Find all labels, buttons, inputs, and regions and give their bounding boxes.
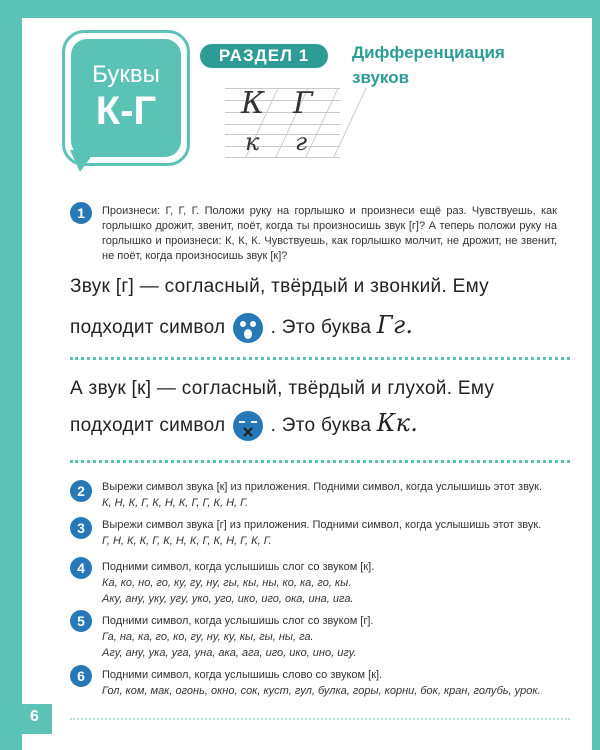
exercise-number-2: 2 bbox=[70, 480, 92, 502]
cursive-letters-grid bbox=[225, 88, 340, 158]
page-frame-top bbox=[0, 0, 600, 18]
tag-letters: К-Г bbox=[95, 89, 157, 133]
exercise-5-text: Подними символ, когда услышишь слог со звуком [г]. bbox=[102, 615, 374, 627]
page-number: 6 bbox=[30, 708, 39, 725]
rule-g-text-b: . Это буква bbox=[270, 317, 372, 338]
rule-g-line1: Звук [г] — согласный, твёрдый и звонкий. Ему bbox=[70, 276, 489, 297]
page-frame-left bbox=[0, 0, 22, 750]
exercise-number-4: 4 bbox=[70, 557, 92, 579]
exercise-number-6: 6 bbox=[70, 665, 92, 687]
rule-k-text-a: подходит символ bbox=[70, 415, 226, 436]
cursive-upper-g: Г bbox=[293, 86, 313, 121]
voiced-sound-symbol-icon bbox=[233, 313, 263, 343]
exercise-2-text: Вырежи символ звука [к] из приложения. Подними символ, когда услышишь этот звук. bbox=[102, 481, 543, 493]
rule-k-letters: Кк. bbox=[376, 409, 419, 437]
rule-g-line2 bbox=[70, 312, 560, 343]
tag-word: Буквы bbox=[92, 61, 160, 88]
rule-k-line1: А звук [к] — согласный, твёрдый и глухой. Ему bbox=[70, 378, 495, 399]
exercise-5-sequence-1: Га, на, ка, го, ко, гу, ну, ку, кы, гы, ны, га. bbox=[102, 631, 314, 643]
cursive-lower-k: к bbox=[245, 128, 260, 156]
section-badge: РАЗДЕЛ 1 bbox=[200, 44, 328, 68]
exercise-number-3: 3 bbox=[70, 517, 92, 539]
exercise-6-text: Подними символ, когда услышишь слово со звуком [к]. bbox=[102, 669, 383, 681]
divider-dotted bbox=[70, 357, 570, 360]
exercise-4-sequence-1: Ка, ко, но, го, ку, гу, ну, гы, кы, ны, ко, ка, го, кы. bbox=[102, 577, 352, 589]
voiceless-sound-symbol-icon bbox=[233, 411, 263, 441]
divider-dotted-2 bbox=[70, 460, 570, 463]
letters-tag bbox=[62, 30, 190, 166]
exercise-4-text: Подними символ, когда услышишь слог со звуком [к]. bbox=[102, 561, 375, 573]
page-frame-right bbox=[592, 0, 600, 750]
exercise-1-text: Произнеси: Г, Г, Г. Положи руку на горлышко и произнеси ещё раз. Чувствуешь, как горлышко дрожит, звенит, поёт, когда ты произносишь звук [г]? А теперь положи руку на горлышко и произнеси: К, К, К. Чувствуешь, как горлышко молчит, не дрожит, не звенит, не поёт, когда произносишь звук [к]? bbox=[102, 205, 557, 262]
topic-title: Дифференциация звуков bbox=[352, 43, 505, 87]
rule-g-letters: Гг. bbox=[376, 311, 414, 339]
rule-g-text-a: подходит символ bbox=[70, 317, 226, 338]
cursive-lower-g: г bbox=[295, 128, 308, 156]
exercise-number-5: 5 bbox=[70, 610, 92, 632]
rule-k-text-b: . Это буква bbox=[270, 415, 372, 436]
exercise-3-text: Вырежи символ звука [г] из приложения. Подними символ, когда услышишь этот звук. bbox=[102, 519, 542, 531]
exercise-5-sequence-2: Агу, ану, ука, уга, уна, ака, ага, иго, ико, ино, игу. bbox=[102, 647, 357, 659]
exercise-3-sequence: Г, Н, К, К, Г, К, Н, К, Г, К, Н, Г, К, Г. bbox=[102, 535, 272, 547]
tag-tail bbox=[70, 150, 96, 172]
exercise-number-1: 1 bbox=[70, 202, 92, 224]
footer-dotted-line bbox=[70, 718, 570, 720]
exercise-6-sequence: Гол, ком, мак, огонь, окно, сок, куст, гул, булка, горы, корни, бок, кран, голубь, урок. bbox=[102, 685, 541, 697]
rule-k-line2 bbox=[70, 410, 560, 441]
cursive-upper-k: К bbox=[241, 86, 265, 121]
exercise-4-sequence-2: Аку, ану, уку, угу, уко, уго, ико, иго, ока, ина, ига. bbox=[102, 593, 354, 605]
exercise-2-sequence: К, Н, К, Г, К, Н, К, Г, Г, К, Н, Г. bbox=[102, 497, 249, 509]
